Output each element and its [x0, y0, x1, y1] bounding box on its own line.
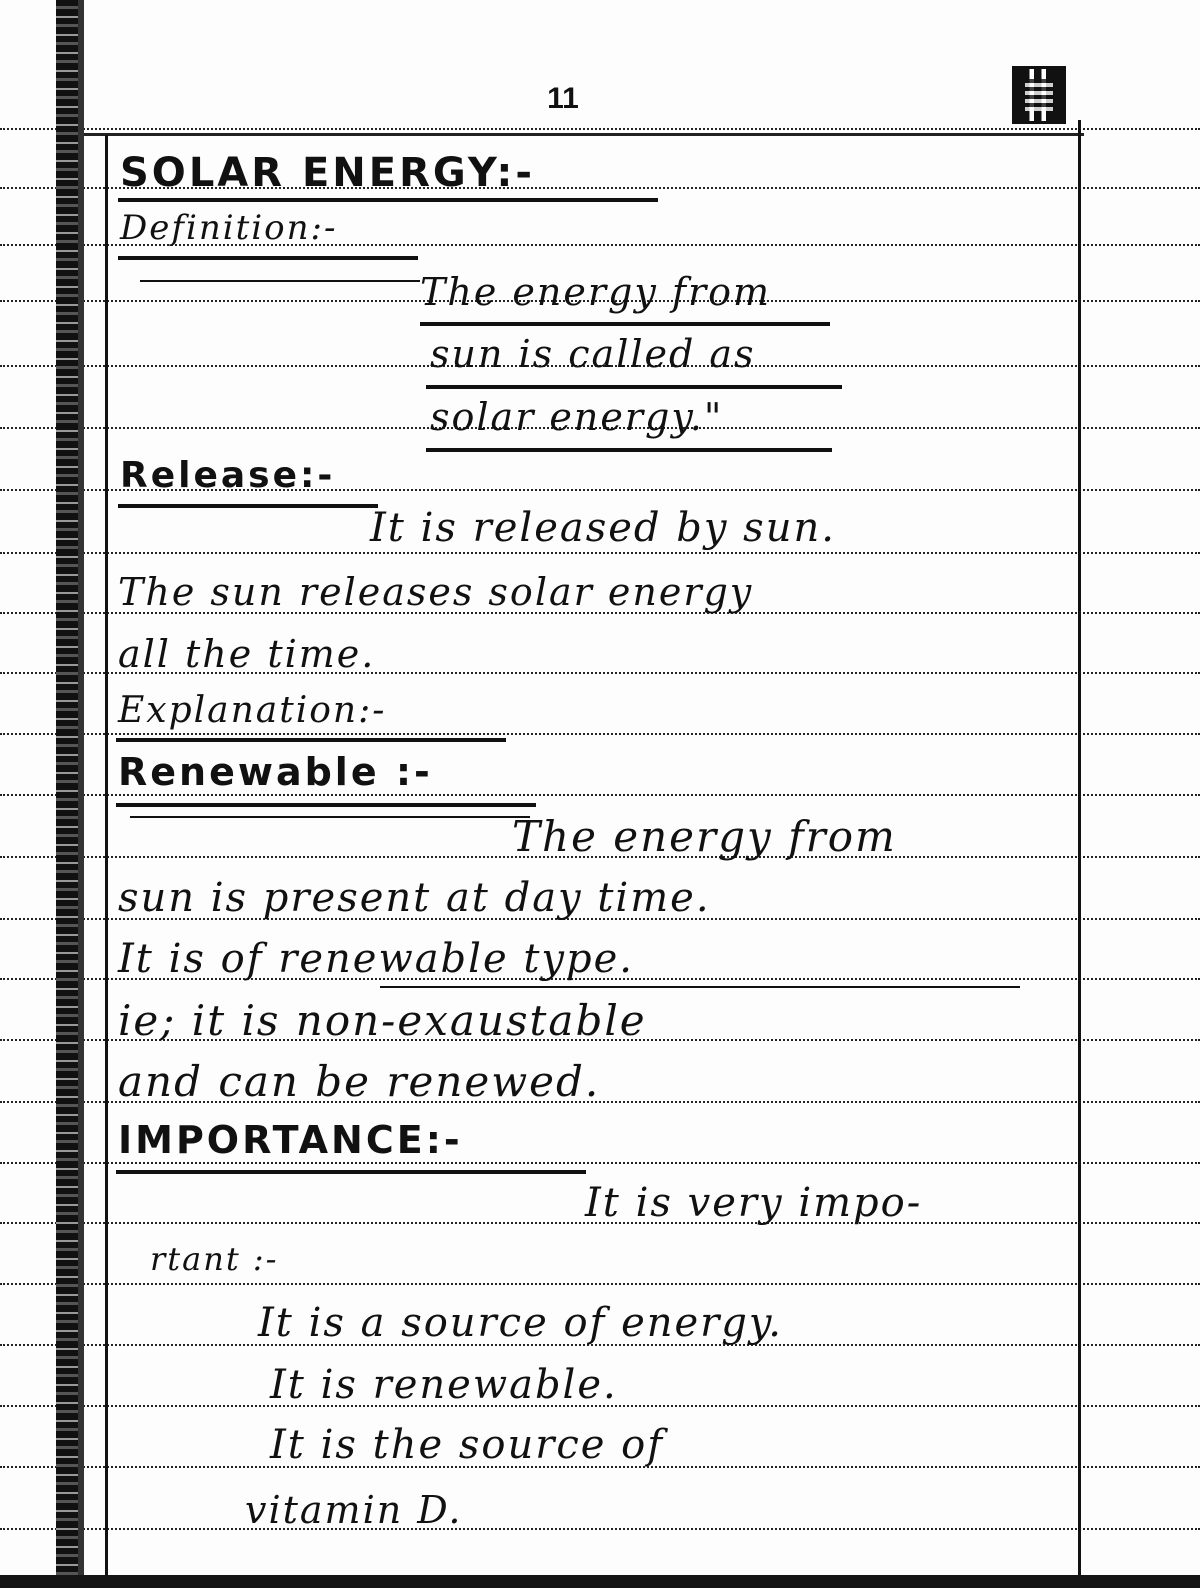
- release-underline: [118, 504, 378, 508]
- qr-code-icon: [1012, 66, 1066, 124]
- ruled-line: [0, 1528, 1200, 1530]
- right-margin-line: [1078, 120, 1081, 1580]
- renewable-line-3: It is of renewable type.: [118, 936, 634, 982]
- explanation-underline: [116, 738, 506, 742]
- definition-line-2: sun is called as: [430, 332, 756, 376]
- renewable-type-underline: [380, 986, 1020, 988]
- importance-line-3: It is a source of energy.: [258, 1300, 783, 1346]
- ruled-line: [0, 128, 1200, 130]
- renewable-line-1: The energy from: [512, 812, 897, 861]
- release-line-1: It is released by sun.: [370, 505, 836, 551]
- definition-line-3-underline: [426, 448, 832, 452]
- ruled-line: [0, 552, 1200, 554]
- renewable-line-5: and can be renewed.: [118, 1057, 601, 1106]
- renewable-underline: [116, 803, 536, 807]
- importance-line-1: It is very impo-: [585, 1180, 923, 1226]
- importance-line-4: It is renewable.: [270, 1362, 618, 1408]
- left-margin-line: [105, 135, 108, 1575]
- renewable-underline-2: [130, 816, 530, 818]
- release-heading: Release:-: [120, 455, 336, 496]
- explanation-heading: Explanation:-: [118, 690, 387, 731]
- page-title: SOLAR ENERGY:-: [120, 150, 535, 196]
- importance-line-2: rtant :-: [150, 1240, 279, 1278]
- release-line-2: The sun releases solar energy: [118, 570, 754, 614]
- header-rule: [84, 133, 1084, 136]
- definition-underline: [118, 256, 418, 260]
- importance-line-6: vitamin D.: [245, 1488, 463, 1532]
- renewable-heading: Renewable :-: [118, 750, 433, 794]
- page-number: 11: [547, 82, 579, 115]
- definition-line-3: solar energy.": [430, 395, 724, 439]
- title-underline: [118, 198, 658, 202]
- ruled-line: [0, 1283, 1200, 1285]
- page-bottom-edge: [0, 1575, 1200, 1588]
- binding-edge: [78, 0, 84, 1588]
- binding-strip: [56, 0, 78, 1588]
- definition-line-1: The energy from: [420, 270, 772, 314]
- release-line-3: all the time.: [118, 632, 376, 676]
- ruled-line: [0, 1162, 1200, 1164]
- definition-heading: Definition:-: [120, 208, 338, 248]
- definition-line-1-underline: [420, 322, 830, 326]
- importance-line-5: It is the source of: [270, 1422, 665, 1468]
- definition-underline-2: [140, 280, 420, 282]
- renewable-line-4: ie; it is non-exaustable: [118, 996, 647, 1045]
- ruled-line: [0, 733, 1200, 735]
- definition-line-2-underline: [426, 385, 842, 389]
- importance-heading: IMPORTANCE:-: [118, 1118, 463, 1162]
- renewable-line-2: sun is present at day time.: [118, 875, 711, 921]
- importance-underline: [116, 1170, 586, 1174]
- ruled-line: [0, 794, 1200, 796]
